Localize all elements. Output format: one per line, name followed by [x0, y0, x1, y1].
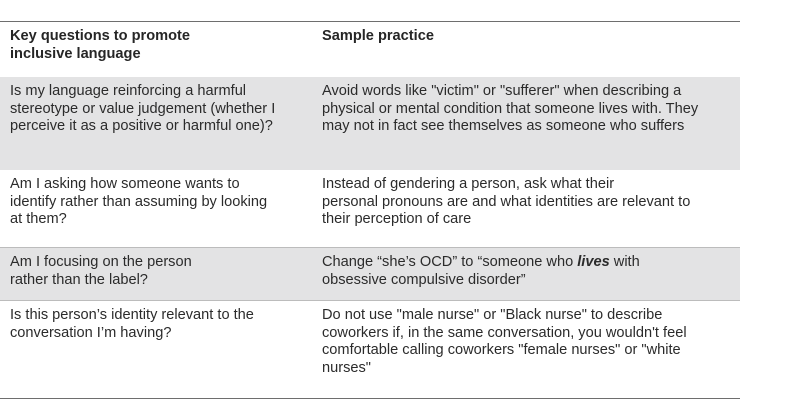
table-header-row: [0, 22, 740, 77]
table-row: [0, 247, 740, 300]
practice-cell: Avoid words like "victim" or "sufferer" when describing a physical or mental condition that someone lives with. They may not in fact see themselves as someone who suffers: [322, 83, 699, 134]
question-cell: Am I asking how someone wants to identify rather than assuming by looking at them?: [10, 176, 268, 227]
practice-text-after: with obsessive compulsive disorder”: [322, 254, 640, 288]
table-row: [0, 170, 740, 247]
practice-cell: Instead of gendering a person, ask what their personal pronouns are and what identities are relevant to their perception of care: [322, 176, 691, 227]
header-sample-practice: Sample practice: [322, 28, 434, 44]
practice-cell: Do not use "male nurse" or "Black nurse" to describe coworkers if, in the same conversation, you wouldn't feel comfortable calling coworkers "female nurses" or "white nurses": [322, 307, 687, 376]
practice-text-before: Change “she’s OCD” to “someone who: [322, 254, 578, 270]
practice-emphasis: lives: [577, 254, 610, 270]
table-bottom-rule: [0, 398, 740, 399]
question-cell: Is my language reinforcing a harmful stereotype or value judgement (whether I perceive it as a positive or harmful one)?: [10, 83, 276, 134]
practice-cell: [322, 254, 732, 289]
table-row: [0, 77, 740, 170]
question-cell: Is this person’s identity relevant to the conversation I’m having?: [10, 307, 254, 341]
table-row: [0, 300, 740, 398]
question-cell: Am I focusing on the person rather than the label?: [10, 254, 192, 288]
header-key-questions: Key questions to promote inclusive language: [10, 28, 191, 62]
